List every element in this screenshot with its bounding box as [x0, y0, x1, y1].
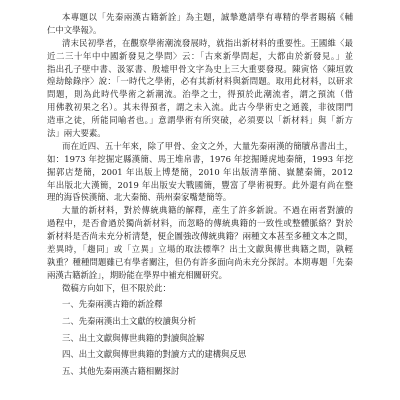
- text-line: 差異時，「趨同」或「立異」立場的取法標準？出土文獻與傳世典籍之間，孰輕: [47, 244, 353, 255]
- text-line: 煌劫餘錄序〉說：「一時代之學術，必有其新材料與新問題。取用此材料，以研求: [47, 76, 353, 87]
- text-line: 問題，則為此時代學術之新潮流。治學之士，得預於此潮流者，謂之預流（借: [47, 89, 353, 100]
- text-line: 用佛教初果之名）。其未得預者，謂之未入流。此古今學術史之通義，非彼閉門: [47, 102, 353, 113]
- text-line: 法」兩大要素。: [47, 128, 106, 139]
- text-line: 造車之徒，所能同喻者也。」意謂學術有所突破，必須要以「新材料」與「新方: [47, 115, 353, 126]
- topic-item: 五、其他先秦兩漢古籍相關探討: [62, 366, 180, 377]
- text-line: 過程中，是否會過於獨尚新材料，而忽略的傳統典籍的一致性或整體脈絡？對於: [47, 218, 353, 229]
- text-line: 兩漢古籍新詮」，期盼能在學界中補充相關研究。: [47, 269, 228, 280]
- topic-list: [62, 296, 352, 380]
- text-line: 清末民初學者，在觀察學術潮流發展時，就指出新材料的重要性。王國維〈最: [62, 37, 353, 48]
- text-line: 年出版北大漢簡，2019 年出版安大戰國簡，豐富了學術視野。此外還有尚在整: [47, 179, 353, 190]
- intro-paragraph: [47, 11, 353, 37]
- text-line: 仁中文學報》。: [47, 24, 102, 35]
- text-line: 而在近四、五十年來，除了甲骨、金文之外，大量先秦兩漢的簡牘帛書出土，: [62, 140, 353, 151]
- excavation-paragraph: [47, 140, 353, 204]
- text-line: 理的海昏侯漢簡、北大秦簡、荊州秦家嘴楚簡等。: [47, 192, 232, 203]
- document-body: [47, 11, 353, 295]
- text-line: 指出孔子壁中書、汲冢書、殷墟甲骨文字為史上三大重要發現。陳寅恪〈陳垣敦: [47, 63, 353, 74]
- text-line: 大量的新材料，對於傳統典籍的解釋，產生了許多新說。不過在兩者對讀的: [62, 205, 353, 216]
- text-line: 本專題以「先秦兩漢古籍新詮」為主題，誠摯邀請學有專精的學者賜稿《輔: [62, 12, 353, 22]
- text-line: 近二三十年中中國新發見之學問〉云：「古來新學問起，大都由於新發見。」並: [47, 50, 353, 61]
- text-line: 孰重？種種問題雖已有學者關注，但仍有許多面向尚未充分探討。本期專題「先秦: [47, 256, 353, 267]
- text-line: 新材料是否尚未充分析清楚，便企圖強改傳統典籍？兩種文本甚至多種文本之間，: [47, 231, 353, 242]
- topic-item: 四、出土文獻與傳世典籍的對讀方式的建構與反思: [62, 349, 247, 360]
- topic-item: 三、出土文獻與傳世典籍的對讀與詮解: [62, 332, 205, 343]
- background-paragraph: [47, 37, 353, 140]
- call-intro: 徵稿方向如下，但不限於此：: [62, 282, 171, 293]
- topic-item: 二、先秦兩漢出土文獻的校讀與分析: [62, 315, 196, 326]
- text-line: 如：1973 年挖掘定縣漢簡、馬王堆帛書，1976 年挖掘睡虎地秦簡，1993 年挖: [47, 153, 353, 164]
- topic-item: 一、先秦兩漢古籍的新詮釋: [62, 299, 163, 309]
- questions-paragraph: [47, 204, 353, 281]
- text-line: 掘郭店楚簡，2001 年出版上博楚簡，2010 年出版清華簡、嶽麓秦簡，2012: [47, 166, 353, 177]
